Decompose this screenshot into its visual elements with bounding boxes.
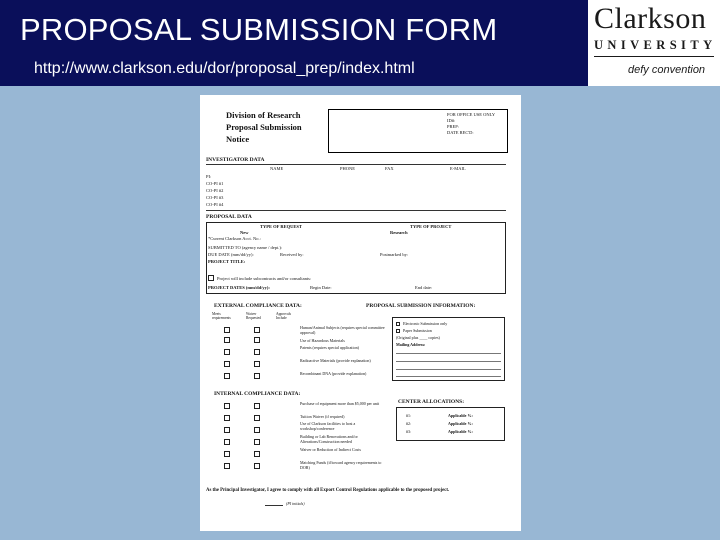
form-image [200,95,521,531]
checkbox [396,329,400,333]
external-item: Recombinant DNA (provide explanation) [300,371,367,376]
original-copies: (Original plus ____ copies) [396,335,440,340]
applicable-label: Applicable %: [448,421,473,426]
proposal-heading: PROPOSAL DATA [206,214,252,220]
applicable-label: Applicable %: [448,429,473,434]
checkbox [224,463,230,469]
checkbox [254,349,260,355]
checkbox [224,327,230,333]
project-dates: PROJECT DATES (mm/dd/yy): [208,285,270,290]
office-use-line: ID#: [447,118,456,123]
internal-item: Purchase of equipment more than $5,000 per unit [300,401,380,406]
checkbox [224,439,230,445]
project-title: PROJECT TITLE: [208,259,246,264]
internal-item: Use of Clarkson facilities to host a workshop/conference [300,421,356,431]
divider [396,353,501,354]
subcontract: Project will include subcontracts and/or consultants: [217,276,312,281]
checkbox [224,361,230,367]
received-by: Received by: [280,252,304,257]
applicable-label: Applicable %: [448,413,473,418]
checkbox [224,415,230,421]
internal-item: Building or Lab Renovations and/or Alterations/Construction needed [300,434,358,444]
logo-divider [594,56,714,57]
checkbox [224,427,230,433]
center-row: #2: [406,421,412,426]
checkbox [254,361,260,367]
subcontract-checkbox [208,275,214,281]
checkbox [254,373,260,379]
office-use-box [328,109,508,153]
checkbox [254,337,260,343]
divider [396,376,501,377]
office-use-line: PREP: [447,124,460,129]
col-meets: Meets requirements [212,312,231,320]
checkbox [224,373,230,379]
clarkson-logo [588,0,720,86]
external-item: Radioactive Materials (provide explanation) [300,358,371,363]
col-approvals: Approvals Include [276,312,291,320]
checkbox [254,427,260,433]
pi-initials: (PI initials) [286,501,305,506]
type-project: TYPE OF PROJECT [410,224,452,229]
logo-university: UNIVERSITY [594,38,717,52]
current-acct: *Current Clarkson Acct. No.: [208,236,261,241]
research-label: Research [390,230,408,235]
form-title-line: Proposal Submission [226,122,302,132]
source-url[interactable]: http://www.clarkson.edu/dor/proposal_prep/index.html [34,60,415,77]
checkbox [396,322,400,326]
form-title-line: Notice [226,134,250,144]
divider [396,369,501,370]
paper-submission: Paper Submission [403,328,432,333]
mailing-address: Mailing Address: [396,342,426,347]
office-use-text [447,112,495,136]
investigator-row: CO-PI #3 [206,195,224,200]
external-item: Human/Animal Subjects (requires special committee approval) [300,325,385,335]
external-heading: EXTERNAL COMPLIANCE DATA: [214,303,302,309]
external-item: Patents (requires special application) [300,345,359,350]
checkbox [254,403,260,409]
internal-item: Matching Funds (if/toward agency requirements to DOR) [300,460,382,470]
checkbox [254,451,260,457]
divider [206,210,506,211]
checkbox [224,451,230,457]
export-control-statement: As the Principal Investigator, I agree to comply with all Export Control Regulations applicable to the proposed project. [206,488,450,493]
checkbox [224,337,230,343]
submission-box [392,317,505,381]
investigator-row: CO-PI #1 [206,181,224,186]
investigator-row: CO-PI #4 [206,202,224,207]
center-row: #1: [406,413,412,418]
office-use-line: FOR OFFICE USE ONLY [447,112,496,117]
investigator-heading: INVESTIGATOR DATA [206,157,265,163]
logo-wordmark: Clarkson [594,2,707,35]
divider [206,164,506,165]
col-name: NAME [270,166,284,171]
internal-item: Waiver or Reduction of Indirect Costs [300,447,361,452]
logo-tagline: defy convention [628,64,706,76]
checkbox [254,439,260,445]
slide-header [0,0,720,86]
internal-heading: INTERNAL COMPLIANCE DATA: [214,391,301,397]
submitted-to: SUBMITTED TO (agency name / dept.): [208,245,283,250]
col-phone: PHONE [340,166,356,171]
electronic-submission: Electronic Submission only [403,321,448,326]
postmarked-by: Postmarked by: [380,252,409,257]
submission-heading: PROPOSAL SUBMISSION INFORMATION: [366,303,476,309]
initials-line [265,505,283,506]
proposal-box [206,222,506,294]
due-date: DUE DATE (mm/dd/yy): [208,252,254,257]
external-item: Use of Hazardous Materials [300,338,345,343]
form-title [226,109,302,145]
col-email: E-MAIL [450,166,466,171]
center-heading: CENTER ALLOCATIONS: [398,399,465,405]
begin-date: Begin Date: [310,285,332,290]
col-waiver: Waiver Requested [246,312,261,320]
checkbox [224,403,230,409]
internal-item: Tuition Waiver (if required) [300,414,345,419]
office-use-line: DATE REC'D: [447,130,474,135]
investigator-row: CO-PI #2 [206,188,224,193]
end-date: End date: [415,285,433,290]
investigator-row: PI: [206,174,212,179]
col-fax: FAX [385,166,394,171]
type-request: TYPE OF REQUEST [260,224,302,229]
new-label: New [240,230,249,235]
checkbox [254,415,260,421]
checkbox [254,327,260,333]
slide-title: PROPOSAL SUBMISSION FORM [20,12,498,47]
checkbox [254,463,260,469]
form-title-line: Division of Research [226,110,301,120]
checkbox [224,349,230,355]
center-row: #3: [406,429,412,434]
divider [396,361,501,362]
